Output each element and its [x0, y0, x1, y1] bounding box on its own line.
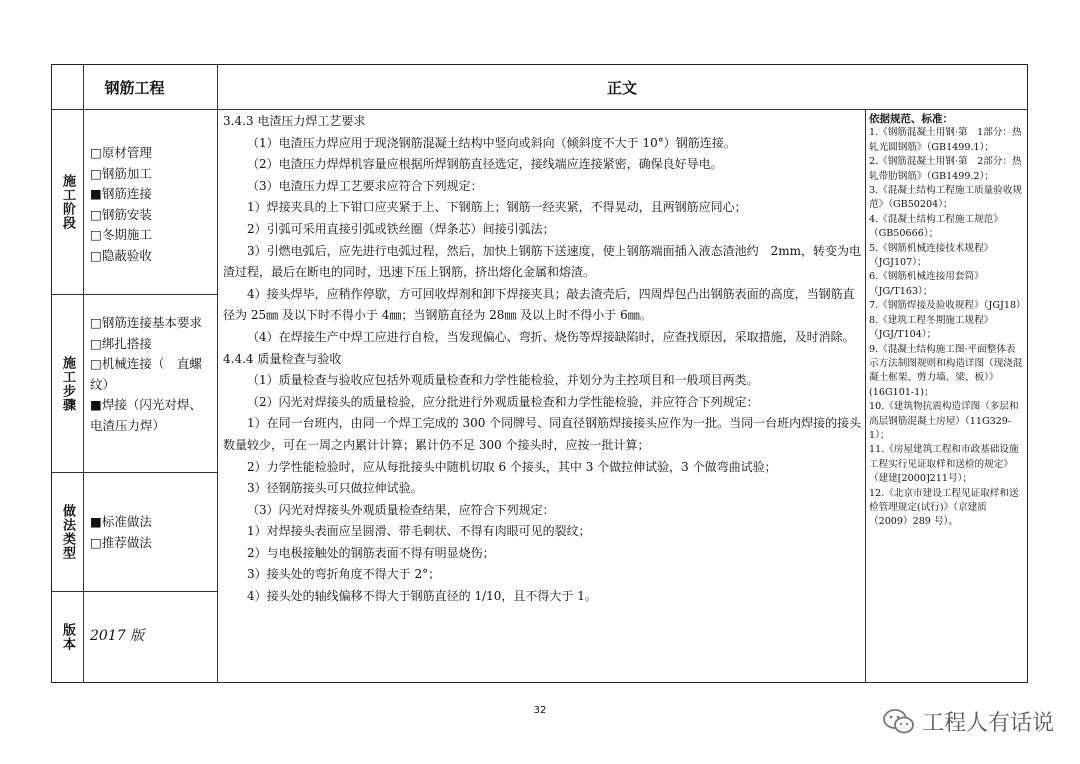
stage-options: [90, 143, 214, 266]
col-divider-main: [217, 65, 218, 682]
reference-item: 9.《混凝土结构施工图·平面整体表示方法制图规则和构造详图（现浇混凝土框架、剪力墙、梁、板）》(16G101-1)；: [869, 343, 1023, 398]
paragraph: 3）引燃电弧后，应先进行电弧过程，然后，加快上钢筋下送速度，使上钢筋端面插入液态渣池约 2mm，转变为电渣过程，最后在断电的同时，迅速下压上钢筋，挤出熔化金属和熔渣。: [223, 243, 862, 280]
watermark: [882, 706, 1054, 737]
paragraph: 3）接头处的弯折角度不得大于 2°；: [247, 567, 441, 582]
wechat-icon: [882, 708, 916, 736]
option-item: □推荐做法: [90, 534, 152, 550]
paragraph: （1）电渣压力焊应用于现浇钢筋混凝土结构中竖向或斜向（倾斜度不大于 10°）钢筋连接。: [247, 135, 736, 150]
option-item: □机械连接（ 直螺纹）: [90, 356, 202, 392]
section-label-steps: 施工步骤: [60, 355, 75, 412]
option-item: □钢筋加工: [90, 165, 152, 181]
option-item: ■钢筋连接: [90, 186, 152, 201]
option-item: □钢筋安装: [90, 206, 152, 222]
paragraph: （2）电渣压力焊焊机容量应根据所焊钢筋直径选定，接线端应连接紧密，确保良好导电。: [247, 157, 723, 172]
reference-item: 12.《北京市建设工程见证取样和送检管理规定(试行)》（京建质（2009）289 号）。: [869, 487, 1019, 528]
paragraph: （1）质量检查与验收应包括外观质量检查和力学性能检验，并划分为主控项目和一般项目两类。: [247, 373, 759, 388]
section-label-stage: 施工阶段: [60, 174, 75, 230]
paragraph: 1）焊接夹具的上下钳口应夹紧于上、下钢筋上；钢筋一经夹紧，不得晃动，且两钢筋应同心；: [247, 200, 747, 215]
option-item: □绑扎搭接: [90, 335, 152, 351]
paragraph: （2）闪光对焊接头的质量检验，应分批进行外观质量检查和力学性能检验，并应符合下列规定：: [247, 394, 759, 409]
reference-item: 5.《钢筋机械连接技术规程》（JGJ107）；: [869, 242, 994, 269]
reference-item: 3.《混凝土结构工程施工质量验收规范》（GB50204）；: [869, 185, 1023, 211]
reference-item: 6.《钢筋机械连接用套筒》（JG/T163）；: [869, 271, 984, 297]
col-divider-refs: [865, 109, 866, 682]
reference-item: 1.《钢筋混凝土用钢·第 1部分：热轧光圆钢筋》（GB1499.1）；: [869, 127, 1022, 153]
reference-item: 2.《钢筋混凝土用钢·第 2部分：热轧带肋钢筋》（GB1499.2）；: [869, 156, 1022, 182]
option-item: ■焊接（闪光对焊、电渣压力焊）: [90, 397, 202, 433]
watermark-text: 工程人有话说: [921, 711, 1054, 736]
reference-list: [869, 112, 1025, 530]
paragraph: （3）电渣压力焊工艺要求应符合下列规定：: [247, 178, 483, 193]
option-item: □原材管理: [90, 145, 152, 160]
paragraph: 4.4.4 质量检查与验收: [223, 351, 342, 366]
paragraph: 3）径钢筋接头可只做拉伸试验。: [247, 481, 423, 496]
spec-table: [51, 64, 1028, 683]
paragraph: 4）接头处的轴线偏移不得大于钢筋直径的 1/10，且不得大于 1。: [247, 589, 597, 604]
reference-item: 10.《建筑物抗震构造详图（多层和高层钢筋混凝土房屋）（11G329-1）；: [869, 401, 1019, 441]
reference-title: 依据规范、标准：: [869, 113, 953, 125]
paragraph: 3.4.3 电渣压力焊工艺要求: [223, 114, 366, 128]
method-options: [90, 512, 214, 553]
paragraph: 2）力学性能检验时，应从每批接头中随机切取 6 个接头，其中 3 个做拉伸试验，3 个做弯曲试验；: [247, 459, 777, 474]
option-item: □钢筋连接基本要求: [90, 315, 202, 330]
section-label-version: 版本: [60, 623, 75, 651]
body-text: [223, 111, 863, 608]
version-value: 2017 版: [90, 628, 145, 644]
reference-item: 7.《钢筋焊接及验收规程》（JGJ18）: [869, 300, 1026, 312]
option-item: □冬期施工: [90, 227, 152, 242]
paragraph: （4）在焊接生产中焊工应进行自检，当发现偏心、弯折、烧伤等焊接缺陷时，应查找原因，采取措施，及时消除。: [247, 329, 855, 344]
reference-item: 11.《房屋建筑工程和市政基础设施工程实行见证取样和送检的规定》（建建[2000]211号）；: [869, 444, 1019, 485]
steps-options: [90, 313, 214, 436]
paragraph: 2）与电极接触处的钢筋表面不得有明显烧伤；: [247, 545, 495, 560]
reference-item: 8.《建筑工程冬期施工规程》（JGJ/T104）；: [869, 314, 994, 341]
option-item: □隐蔽验收: [90, 247, 152, 263]
header-divider: [52, 109, 1027, 110]
paragraph: 1）对焊接头表面应呈圆滑、带毛刺状、不得有肉眼可见的裂纹；: [247, 524, 591, 539]
header-left: 钢筋工程: [104, 78, 165, 97]
section-label-method: 做法类型: [60, 504, 75, 560]
paragraph: 2）引弧可采用直接引弧或铁丝圈（焊条芯）间接引弧法；: [247, 221, 555, 236]
paragraph: （3）闪光对焊接头外观质量检查结果，应符合下列规定：: [247, 502, 555, 517]
page-number: 32: [533, 705, 547, 716]
reference-item: 4.《混凝土结构工程施工规范》（GB50666）；: [869, 213, 1003, 240]
paragraph: 1）在同一台班内，由同一个焊工完成的 300 个同牌号、同直径钢筋焊接接头应作为一批。当同一台班内焊接的接头数量较少，可在一周之内累计计算；累计仍不足 300 个接头时，应按一批计算；: [223, 416, 862, 452]
header-right: 正文: [606, 78, 637, 97]
paragraph: 4）接头焊毕，应稍作停歇，方可回收焊剂和卸下焊接夹具；敲去渣壳后，四周焊包凸出钢筋表面的高度，当钢筋直径为 25㎜ 及以下时不得小于 4㎜；当钢筋直径为 28㎜ 及以上时不得小于 6㎜。: [223, 286, 855, 323]
option-item: ■标准做法: [90, 514, 152, 529]
col-divider-label: [83, 65, 84, 682]
